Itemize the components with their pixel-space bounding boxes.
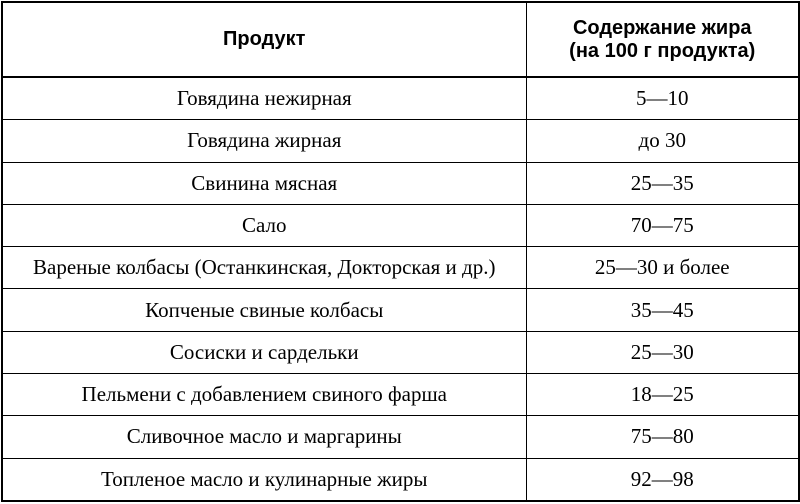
product-cell: Сливочное масло и маргарины xyxy=(2,416,526,458)
fat-cell: 18—25 xyxy=(526,374,799,416)
fat-cell: 25—30 xyxy=(526,331,799,373)
fat-cell: 25—35 xyxy=(526,162,799,204)
product-cell: Свинина мясная xyxy=(2,162,526,204)
header-product xyxy=(2,2,526,77)
fat-cell: 35—45 xyxy=(526,289,799,331)
table-row xyxy=(2,204,799,246)
table-row xyxy=(2,289,799,331)
table-row xyxy=(2,331,799,373)
table-row xyxy=(2,374,799,416)
fat-cell: 75—80 xyxy=(526,416,799,458)
header-fat-line2: (на 100 г продукта) xyxy=(569,39,756,62)
table-row xyxy=(2,416,799,458)
product-cell: Пельмени с добавлением свиного фарша xyxy=(2,374,526,416)
product-cell: Топленое масло и кулинарные жиры xyxy=(2,458,526,501)
header-fat-content xyxy=(526,2,799,77)
fat-cell: 25—30 и более xyxy=(526,247,799,289)
table-row xyxy=(2,120,799,162)
header-fat-line1: Содержание жира xyxy=(572,16,752,39)
fat-content-table xyxy=(1,1,800,502)
table-body xyxy=(2,77,799,501)
table-row xyxy=(2,162,799,204)
fat-cell: 92—98 xyxy=(526,458,799,501)
header-product-label: Продукт xyxy=(223,28,306,50)
product-cell: Сало xyxy=(2,204,526,246)
fat-cell: до 30 xyxy=(526,120,799,162)
table-header xyxy=(2,2,799,77)
table-row xyxy=(2,247,799,289)
product-cell: Говядина нежирная xyxy=(2,77,526,120)
product-cell: Вареные колбасы (Останкинская, Докторская и др.) xyxy=(2,247,526,289)
product-cell: Копченые свиные колбасы xyxy=(2,289,526,331)
table-row xyxy=(2,77,799,120)
product-cell: Сосиски и сардельки xyxy=(2,331,526,373)
fat-cell: 70—75 xyxy=(526,204,799,246)
product-cell: Говядина жирная xyxy=(2,120,526,162)
fat-cell: 5—10 xyxy=(526,77,799,120)
table-row xyxy=(2,458,799,501)
header-row xyxy=(2,2,799,77)
